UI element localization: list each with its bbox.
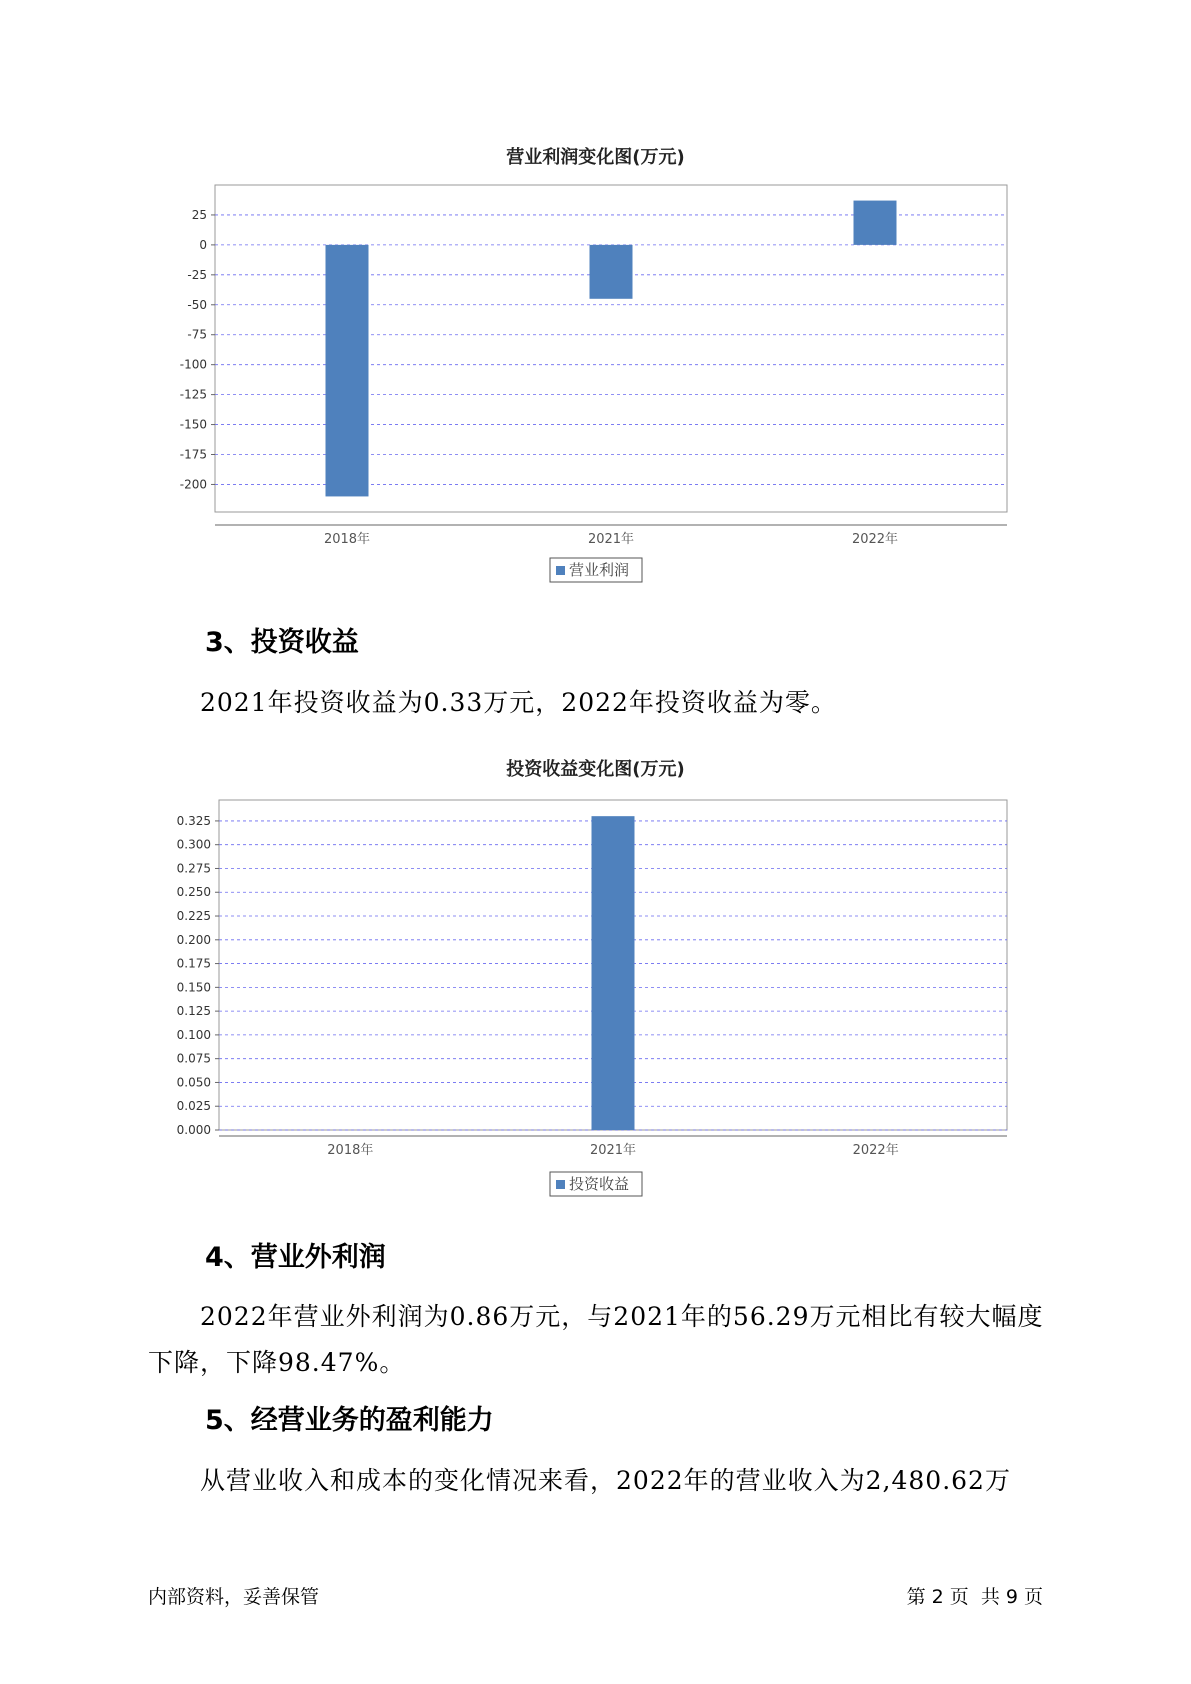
y-tick-label: 0.000 [176, 1123, 211, 1137]
y-tick-label: 0.300 [176, 837, 211, 852]
y-tick-label: -25 [187, 267, 207, 282]
section4-heading: 4、营业外利润 [205, 1242, 386, 1273]
y-tick-label: -75 [187, 327, 207, 342]
bar [592, 816, 635, 1130]
y-tick-label: -100 [179, 357, 207, 372]
x-tick-label: 2021年 [587, 532, 635, 547]
legend [550, 1172, 642, 1196]
legend-swatch [556, 1180, 565, 1189]
section3-text [148, 680, 1068, 726]
y-tick-label: 0.125 [176, 1004, 211, 1019]
footer-confidential: 内部资料，妥善保管 [148, 1586, 320, 1608]
y-tick-label: 0.325 [176, 813, 211, 828]
bar [590, 245, 633, 299]
section5-text [148, 1458, 1068, 1504]
section5-text-body: 从营业收入和成本的变化情况来看，2022年的营业收入为2,480.62万 [200, 1466, 1011, 1495]
section4-text [148, 1294, 1068, 1386]
x-tick-label: 2018年 [327, 1143, 374, 1158]
y-tick-label: 0.150 [176, 980, 211, 995]
y-tick-label: 0.250 [176, 885, 211, 900]
y-tick-label: -150 [179, 417, 207, 432]
section4-text-line2: 下降，下降98.47%。 [148, 1348, 406, 1377]
y-tick-label: 0.175 [176, 956, 211, 971]
legend-label: 营业利润 [569, 561, 630, 579]
y-tick-label: -175 [179, 447, 207, 462]
x-tick-label: 2022年 [851, 532, 899, 547]
y-tick-label: 0.050 [176, 1075, 211, 1090]
investment-income-chart [0, 780, 1191, 1240]
y-tick-label: 0.025 [176, 1099, 211, 1114]
y-tick-label: 0 [199, 237, 207, 252]
y-tick-label: 0.100 [176, 1027, 211, 1042]
y-tick-label: 0.200 [176, 932, 211, 947]
x-tick-label: 2021年 [589, 1143, 637, 1158]
legend-swatch [556, 566, 565, 575]
bar [326, 245, 369, 497]
section3-text-body: 2021年投资收益为0.33万元，2022年投资收益为零。 [200, 688, 837, 717]
y-tick-label: -50 [187, 297, 207, 312]
chart1-title: 营业利润变化图(万元) [506, 147, 685, 168]
y-tick-label: -125 [179, 387, 207, 402]
section3-heading: 3、投资收益 [205, 627, 359, 658]
y-tick-label: 0.075 [176, 1051, 211, 1066]
section5-heading: 5、经营业务的盈利能力 [205, 1405, 494, 1436]
x-tick-label: 2022年 [852, 1143, 899, 1158]
footer-page-number: 第 2 页 共 9 页 [906, 1586, 1043, 1608]
legend [550, 558, 642, 582]
y-tick-label: 0.225 [176, 909, 211, 924]
chart2-title: 投资收益变化图(万元) [506, 759, 685, 780]
y-tick-label: 0.275 [176, 861, 211, 876]
operating-profit-chart [0, 170, 1191, 630]
x-tick-label: 2018年 [323, 532, 371, 547]
bar [854, 201, 897, 245]
y-tick-label: -200 [179, 477, 207, 492]
y-tick-label: 25 [191, 207, 207, 222]
section4-text-line1: 2022年营业外利润为0.86万元，与2021年的56.29万元相比有较大幅度 [200, 1302, 1044, 1331]
legend-label: 投资收益 [569, 1175, 630, 1193]
